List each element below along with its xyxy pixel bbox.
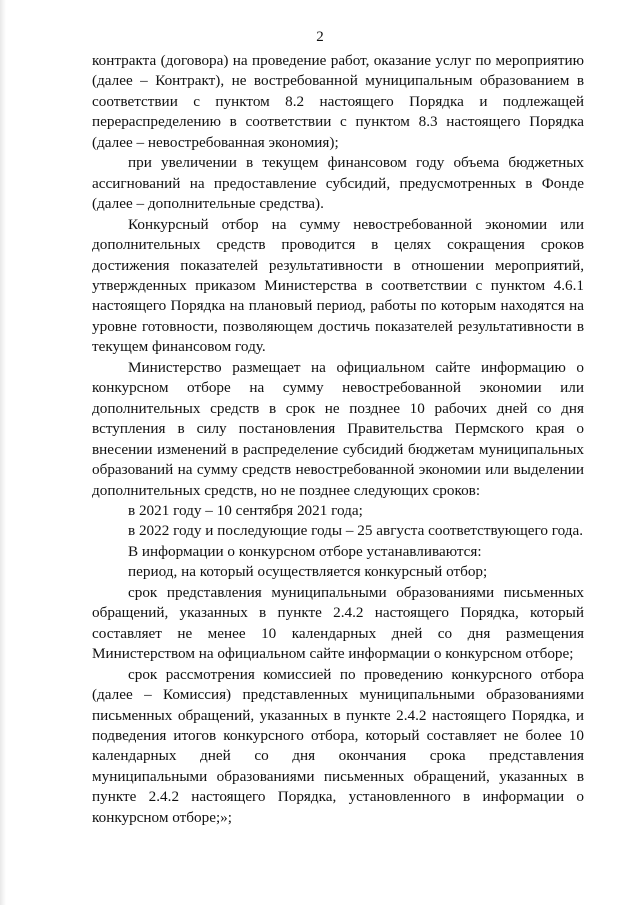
- paragraph-review-deadline: срок рассмотрения комиссией по проведению конкурсного отбора (далее – Комиссия) представленных муниципальными образованиями письменных обращений, указанных в пункте 2.4.2 настоящего Порядка, и подведения итогов конкурсного отбора, который составляет не более 10 календарных дней со дня окончания срока представления муниципальными образованиями письменных обращений, указанных в пункте 2.4.2 настоящего Порядка, установленного в информации о конкурсном отборе;»;: [92, 665, 584, 826]
- scan-edge-shadow: [0, 0, 6, 905]
- paragraph-additional-funds: при увеличении в текущем финансовом году объема бюджетных ассигнований на предоставление субсидий, предусмотренных в Фонде (далее – дополнительные средства).: [92, 154, 584, 213]
- paragraph-selection-period: период, на который осуществляется конкурсный отбор;: [128, 563, 488, 581]
- paragraph-information-contents: В информации о конкурсном отборе устанавливаются:: [128, 542, 482, 560]
- paragraph-deadline-2021: в 2021 году – 10 сентября 2021 года;: [128, 501, 363, 519]
- paragraph-deadline-2022: в 2022 году и последующие годы – 25 августа соответствующего года.: [128, 522, 584, 540]
- paragraph-ministry-publication: Министерство размещает на официальном сайте информацию о конкурсном отборе на сумму невостребованной экономии или дополнительных средств в срок не позднее 10 рабочих дней со дня вступления в силу постановления Правительства Пермского края о внесении изменений в распределение субсидий бюджетам муниципальных образований на сумму средств невостребованной экономии или выделении дополнительных средств, но не позднее следующих сроков:: [92, 358, 584, 499]
- paragraph-submission-deadline: срок представления муниципальными образованиями письменных обращений, указанных в пункте 2.4.2 настоящего Порядка, который составляет не менее 10 календарных дней со дня размещения Министерством на официальном сайте информации о конкурсном отборе;: [92, 583, 584, 663]
- paragraph-contract-continuation: контракта (договора) на проведение работ, оказание услуг по мероприятию (далее – Контракт), не востребованной муниципальным образованием в соответствии с пунктом 8.2 настоящего Порядка и подлежащей перераспределению в соответствии с пунктом 8.3 настоящего Порядка (далее – невостребованная экономия);: [92, 52, 584, 151]
- page-number: 2: [316, 29, 324, 45]
- document-body: [92, 51, 584, 828]
- paragraph-competitive-selection-purpose: Конкурсный отбор на сумму невостребованной экономии или дополнительных средств проводится в целях сокращения сроков достижения показателей результативности в отношении мероприятий, утвержденных приказом Министерства в соответствии с пунктом 4.6.1 настоящего Порядка на плановый период, работы по которым находятся на уровне готовности, позволяющем достичь показателей результативности в текущем финансовом году.: [92, 215, 584, 356]
